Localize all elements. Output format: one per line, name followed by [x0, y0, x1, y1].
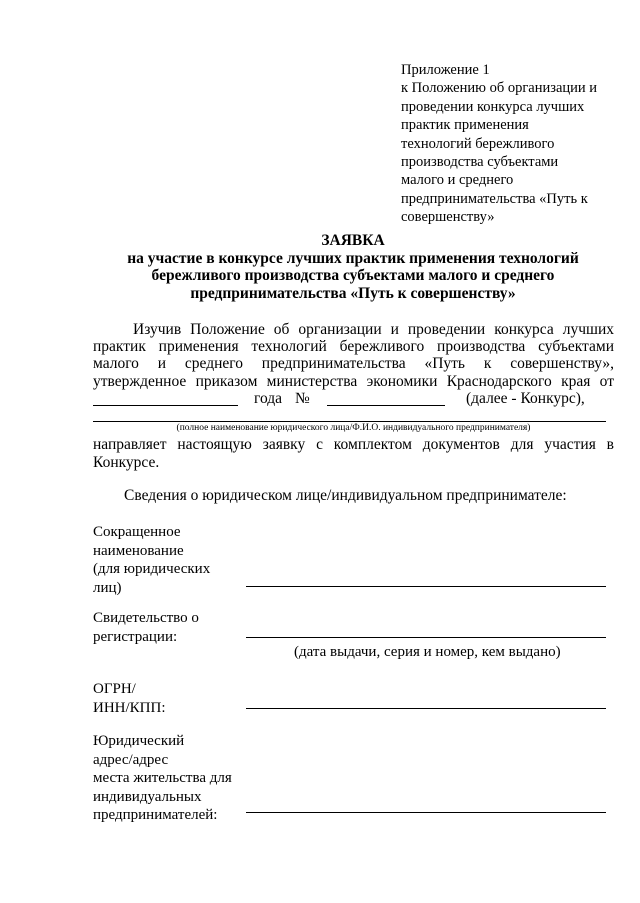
appendix-line: производства субъектами	[401, 154, 559, 171]
document-subtitle-line-2: бережливого производства субъектами малого и среднего	[151, 267, 555, 284]
certificate-input-line[interactable]	[246, 637, 606, 638]
paragraph-2-line-2: Конкурсе.	[93, 454, 160, 471]
field-label-ogrn: ОГРН/ ИНН/КПП:	[93, 681, 166, 716]
document-subtitle-line-3: предпринимательства «Путь к совершенству»	[190, 285, 516, 302]
appendix-line: практик применения	[401, 117, 529, 134]
certificate-caption: (дата выдачи, серия и номер, кем выдано)	[294, 644, 561, 660]
appendix-line: к Положению об организации и	[401, 80, 598, 97]
document-heading: ЗАЯВКА	[321, 232, 385, 249]
number-blank-line[interactable]	[327, 405, 445, 406]
field-label-short-name: Сокращенное наименование (для юридических лиц)	[93, 524, 211, 596]
appendix-line: малого и среднего	[401, 172, 514, 189]
number-sign: №	[295, 390, 310, 407]
appendix-line: Приложение 1	[401, 62, 490, 78]
field-label-certificate: Свидетельство о регистрации:	[93, 610, 199, 645]
document-subtitle-line-1: на участие в конкурсе лучших практик применения технологий	[127, 250, 579, 267]
field-label-address: Юридический адрес/адрес места жительства для индивидуальных предпринимателей:	[93, 733, 232, 824]
organization-name-caption: (полное наименование юридического лица/Ф.И.О. индивидуального предпринимателя)	[176, 423, 531, 433]
paragraph-1-line-2: практик применения технологий бережливого производства субъектами	[93, 338, 614, 355]
paragraph-2-line-1: направляет настоящую заявку с комплектом документов для участия в	[93, 436, 614, 453]
appendix-line: технологий бережливого	[401, 135, 555, 152]
paragraph-1-tail: (далее - Конкурс),	[466, 390, 585, 407]
paragraph-1-line-4: утвержденное приказом министерства экономики Краснодарского края от	[93, 373, 614, 390]
appendix-line: предпринимательства «Путь к	[401, 190, 588, 207]
short-name-input-line[interactable]	[246, 586, 606, 587]
appendix-line: совершенству»	[401, 209, 495, 226]
appendix-block	[401, 61, 597, 227]
date-blank-line[interactable]	[93, 405, 238, 406]
address-input-line[interactable]	[246, 812, 606, 813]
organization-name-line[interactable]	[93, 421, 606, 422]
paragraph-3: Сведения о юридическом лице/индивидуальном предпринимателе:	[124, 487, 567, 504]
paragraph-1-line-3: малого и среднего предпринимательства «Путь к совершенству»,	[93, 355, 614, 372]
year-label: года	[254, 390, 283, 407]
ogrn-input-line[interactable]	[246, 708, 606, 709]
paragraph-1-line-1: Изучив Положение об организации и проведении конкурса лучших	[133, 321, 614, 338]
appendix-line: проведении конкурса лучших	[401, 98, 585, 115]
